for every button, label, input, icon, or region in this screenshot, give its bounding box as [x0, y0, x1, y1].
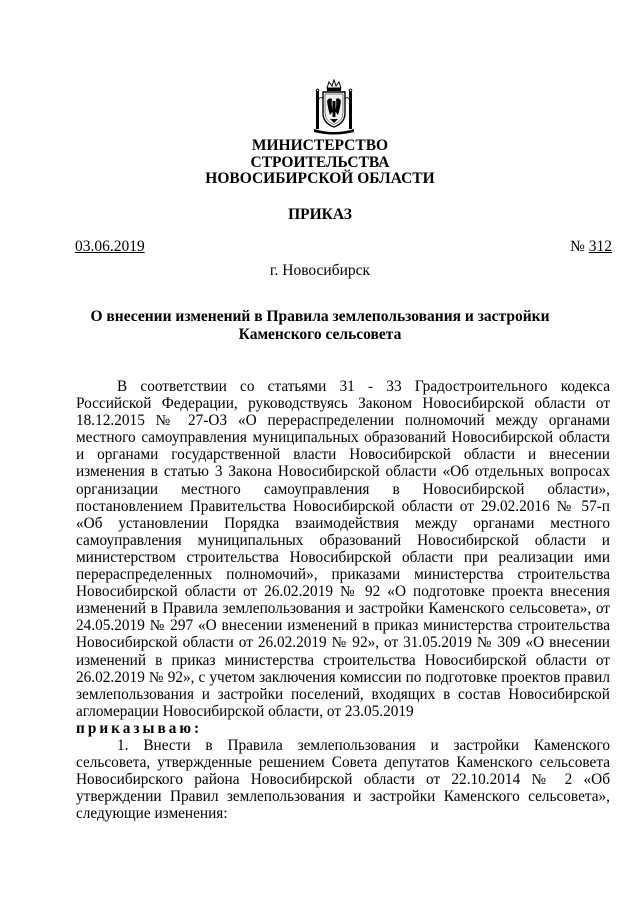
directive-word: приказываю:: [76, 719, 203, 737]
ministry-line-3: НОВОСИБИРСКОЙ ОБЛАСТИ: [205, 170, 435, 187]
order-number: [570, 238, 612, 256]
ministry-line-1: МИНИСТЕРСТВО: [251, 137, 389, 154]
preamble-paragraph: В соответствии со статьями 31 - 33 Градостроительного кодекса Российской Федерации, руководствуясь Законом Новосибирской области от 18.12.2015 № 27-ОЗ «О перераспределении полномочий между органами местного самоуправления муниципальных образований Новосибирской области и органами государственной власти Новосибирской области и внесении изменения в статью 3 Закона Новосибирской области «Об отдельных вопросах организации местного самоуправления в Новосибирской области», постановлением Правительства Новосибирской области от 29.02.2016 № 57-п «Об установлении Порядка взаимодействия между органами местного самоуправления муниципальных образований Новосибирской области и министерством строительства Новосибирской области при реализации ими перераспределенных полномочий», приказами министерства строительства Новосибирской области от 26.02.2019 № 92 «О подготовке проекта внесения изменений в Правила землепользования и застройки Каменского сельсовета», от 24.05.2019 № 297 «О внесении изменений в приказ министерства строительства Новосибирской области от 26.02.2019 № 92», от 31.05.2019 № 309 «О внесении изменений в приказ министерства строительства Новосибирской области от 26.02.2019 № 92», с учетом заключения комиссии по подготовке проектов правил землепользования и застройки поселений, входящих в состав Новосибирской агломерации Новосибирской области, от 23.05.2019: [76, 378, 610, 720]
order-subject: [0, 308, 640, 344]
document-type-title: ПРИКАЗ: [288, 206, 352, 223]
item-1-paragraph: 1. Внести в Правила землепользования и застройки Каменского сельсовета, утвержденные решением Совета депутатов Каменского сельсовета Новосибирского района Новосибирской области от 22.10.2014 № 2 «Об утверждении Правил землепользования и застройки Каменского сельсовета», следующие изменения:: [76, 736, 610, 823]
order-number-value: 312: [588, 238, 612, 255]
ministry-name: [0, 138, 640, 188]
ministry-line-2: СТРОИТЕЛЬСТВА: [250, 153, 390, 171]
coat-of-arms-emblem-icon: [312, 79, 356, 135]
subject-line-2: Каменского сельсовета: [238, 326, 402, 343]
order-date: 03.06.2019: [75, 238, 145, 255]
order-body: [76, 378, 610, 822]
subject-line-1: О внесении изменений в Правила землепользования и застройки: [90, 308, 550, 325]
city-name: г. Новосибирск: [269, 262, 371, 279]
order-number-prefix: №: [570, 238, 585, 255]
